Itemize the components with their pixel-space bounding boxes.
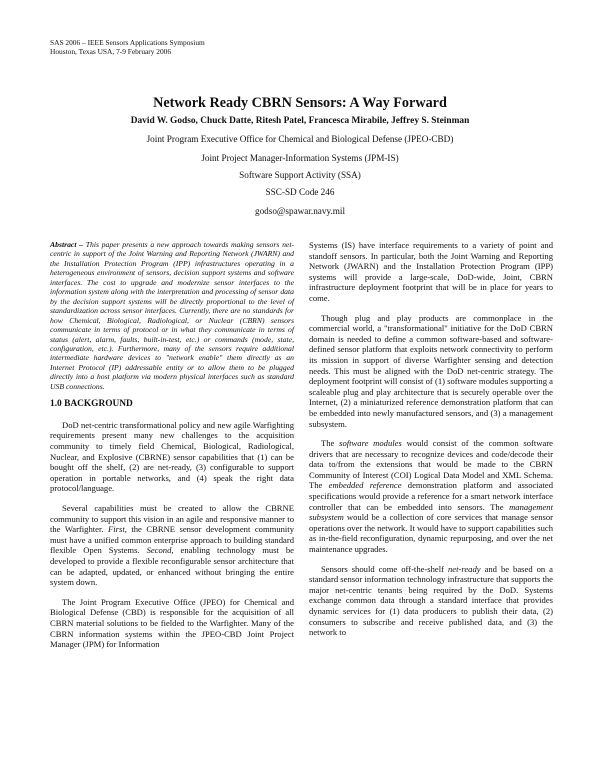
emphasis-second: Second xyxy=(146,545,172,556)
paragraph xyxy=(309,564,553,638)
paragraph: The Joint Program Executive Office (JPEO) for Chemical and Biological Defense (CBD) is responsible for the acquisition of all CBRN material solutions to be fielded to the Warfighter. Many of the CBRN information systems within the JPEO-CBD Joint Project Manager (JPM) for Information xyxy=(50,596,294,650)
right-column xyxy=(309,240,553,647)
conference-header-line-2: Houston, Texas USA, 7-9 February 2006 xyxy=(50,47,172,56)
left-column xyxy=(50,240,294,659)
text-run: Several capabilities must be created to allow the CBRNE community to support this vision in an agile and responsive manner to the Warfighter. xyxy=(50,503,294,535)
affiliation-code: SSC-SD Code 246 xyxy=(265,187,335,197)
author-list: David W. Godso, Chuck Datte, Ritesh Patel, Francesca Mirabile, Jeffrey S. Steinman xyxy=(130,116,470,126)
emphasis-software-modules: software modules xyxy=(339,438,402,449)
paragraph: Systems (IS) have interface requirements to a variety of point and standoff sensors. In particular, both the Joint Warning and Reporting Network (JWARN) and the Installation Protection Program (IPP) systems will provide a large-scale, DoD-wide, Joint, CBRN infrastructure deployment footprint that will be in place for years to come. xyxy=(309,240,553,303)
text-run: would consist of the common software drivers that are necessary to recognize devices and code/decode their data to/from the extensions that would be made to the CBRN Community of Interest (COI) Logical Data Model and XML Schema. The xyxy=(309,438,553,491)
emphasis-net-ready: net-ready xyxy=(447,563,481,574)
emphasis-first: First xyxy=(108,524,125,535)
paragraph: Though plug and play products are commonplace in the commercial world, a "transformational" initiative for the DoD CBRN domain is needed to define a common software-based and software-defined sensor platform that exploits network connectivity to perform its mission in support of diverse Warfighter sensing and detection needs. This must be aligned with the DoD net-centric strategy. The deployment footprint will consist of (1) software modules supporting a scaleable plug and play architecture that is securely operable over the Internet, (2) a miniaturized reference demonstration platform that can be embedded into newly manufactured sensors, and (3) a management subsystem. xyxy=(309,312,553,429)
text-run: , enabling technology must be developed to provide a flexible reconfigurable sensor architecture that can be adapted, updated, or enhanced without bringing the entire system down. xyxy=(50,545,295,588)
paper-title: Network Ready CBRN Sensors: A Way Forward xyxy=(153,95,447,111)
text-run: The xyxy=(321,438,340,449)
paragraph xyxy=(309,438,553,555)
text-run: and be based on a standard sensor information technology infrastructure that supports the major net-centric tenants being required by the DoD. Systems exchange common data through a standard interface that provides dynamic services for (1) data producers to publish their data, (2) consumers to subscribe and receive published data, and (3) the network to xyxy=(309,563,553,638)
text-run: demonstration platform and associated specifications would provide a reference for a smart network interface controller that can be embedded into sensors. The xyxy=(309,480,554,512)
paragraph: DoD net-centric transformational policy and new agile Warfighting requirements present many new challenges to the acquisition community to timely field Chemical, Biological, Radiological, Nuclear, and Explosive (CBRNE) sensor capabilities that (1) can be bought off the shelf, (2) are net-ready, (3) configurable to support operation in portable networks, and (4) speak the right data protocol/language. xyxy=(50,419,294,494)
affiliation-jpm: Joint Project Manager-Information Systems (JPM-IS) xyxy=(201,153,399,163)
conference-header-line-1: SAS 2006 – IEEE Sensors Applications Symposium xyxy=(50,38,205,47)
section-heading-background: 1.0 BACKGROUND xyxy=(50,399,133,410)
abstract-label: Abstract – xyxy=(50,240,84,249)
paragraph xyxy=(50,503,294,588)
abstract xyxy=(50,240,294,391)
affiliation-ssa: Software Support Activity (SSA) xyxy=(239,170,361,180)
emphasis-embedded-reference: embedded reference xyxy=(328,480,402,491)
text-run: would be a collection of core services that manage sensor operations over the network. It would have to support capabilities such as in-the-field reconfiguration, dynamic repurposing, and over the net maintenance upgrades. xyxy=(309,512,553,555)
affiliation-jpeo: Joint Program Executive Office for Chemical and Biological Defense (JPEO-CBD) xyxy=(146,134,454,144)
abstract-text: This paper presents a new approach towards making sensors net-centric in support of the Joint Warning and Reporting Network (JWARN) and the Installation Protection Program (IPP) infrastructures operating in a heterogeneous environment of sensors, decision support systems and software interfaces. The cost to upgrade and modernize sensor interfaces to the information system along with the interpretation and processing of sensor data by the decision support systems will be directly proportional to the level of standardization across sensor interfaces. Currently, there are no standards for how Chemical, Biological, Radiological, or Nuclear (CBRN) sensors communicate in terms of protocol or in what they communicate in terms of status (alert, alarm, faults, built-in-test, etc.) or commands (mode, state, configuration, etc.). Furthermore, many of the sensors require additional intermediate hardware devices to "network enable" them directly as an Internet Protocol (IP) addressable entity or to allow them to be plugged directly into a host platform via modern physical interfaces such as standard USB connections. xyxy=(50,240,295,391)
contact-email: godso@spawar.navy.mil xyxy=(254,206,346,216)
text-run: Sensors should come off-the-shelf xyxy=(321,563,448,574)
text-run: , the CBRNE sensor development community must have a unified common enterprise approach to building standard flexible Open Systems. xyxy=(50,524,294,556)
emphasis-management-subsystem: management subsystem xyxy=(309,501,553,523)
